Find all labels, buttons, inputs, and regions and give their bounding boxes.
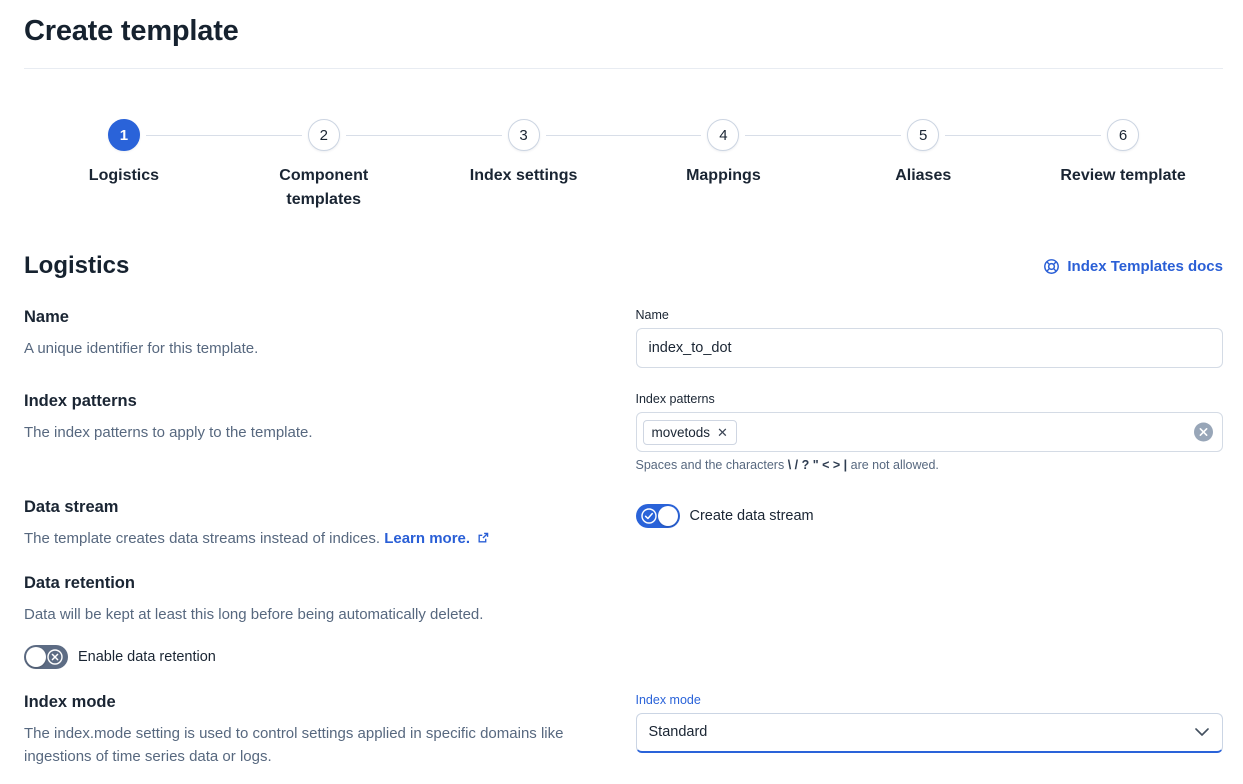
index-patterns-combobox[interactable] [636, 412, 1224, 452]
step-number-badge[interactable]: 4 [707, 119, 739, 151]
data-stream-description-column [24, 498, 612, 550]
index-patterns-row-title: Index patterns [24, 392, 137, 410]
name-row-title: Name [24, 308, 69, 326]
index-mode-description-column [24, 693, 612, 769]
section-header [24, 252, 1223, 280]
check-in-circle-icon [640, 507, 658, 528]
header-divider [24, 68, 1223, 69]
index-patterns-row-description: The index patterns to apply to the template. [24, 424, 313, 441]
name-field-column [636, 308, 1224, 368]
step-connector [424, 135, 502, 136]
data-retention-row-title: Data retention [24, 574, 135, 593]
stepper-step-logistics[interactable] [24, 119, 224, 212]
index-mode-row-title: Index mode [24, 692, 116, 711]
pattern-tag-label: movetods [651, 424, 711, 440]
name-description-column [24, 308, 612, 368]
documentation-icon [1043, 258, 1060, 275]
stepper-step-index-settings[interactable] [424, 119, 624, 212]
stepper-step-component-templates[interactable] [224, 119, 424, 212]
step-connector [224, 135, 302, 136]
data-stream-row-description: The template creates data streams instead of indices. Learn more. [24, 527, 612, 550]
step-label[interactable]: Mappings [686, 167, 761, 184]
step-connector [745, 135, 823, 136]
step-label[interactable]: Aliases [895, 167, 952, 184]
data-retention-row-description: Data will be kept at least this long before being automatically deleted. [24, 606, 484, 624]
index-templates-docs-link[interactable] [1043, 258, 1223, 275]
index-patterns-row [24, 392, 1223, 472]
step-connector [346, 135, 424, 136]
create-data-stream-control [636, 504, 1224, 528]
section-title: Logistics [24, 252, 130, 279]
step-number-badge[interactable]: 3 [508, 119, 540, 151]
step-connector [623, 135, 701, 136]
toggle-knob [26, 647, 46, 667]
step-label[interactable]: Index settings [469, 167, 578, 184]
index-mode-selected-value: Standard [648, 724, 708, 740]
page-title: Create template [24, 15, 239, 47]
name-field-label: Name [635, 308, 669, 322]
name-row [24, 308, 1223, 368]
step-label[interactable]: Review template [1060, 167, 1186, 184]
index-mode-field-label: Index mode [635, 692, 701, 707]
step-connector [945, 135, 1023, 136]
enable-data-retention-control [24, 645, 612, 669]
step-number-badge[interactable]: 5 [907, 119, 939, 151]
step-number-badge[interactable]: 2 [308, 119, 340, 151]
data-retention-row [24, 574, 1223, 668]
external-link-icon [477, 532, 489, 544]
index-mode-row-description: The index.mode setting is used to control settings applied in specific domains like ingestions of time series data or logs. [24, 724, 564, 765]
enable-data-retention-label[interactable]: Enable data retention [78, 648, 216, 665]
wizard-stepper [24, 119, 1223, 212]
cross-in-circle-icon [46, 648, 64, 669]
stepper-step-aliases[interactable] [823, 119, 1023, 212]
create-data-stream-toggle[interactable] [636, 504, 680, 528]
index-patterns-description-column [24, 392, 612, 472]
data-stream-field-column [636, 498, 1224, 550]
toggle-knob [658, 506, 678, 526]
enable-data-retention-toggle[interactable] [24, 645, 68, 669]
step-connector [1023, 135, 1101, 136]
step-connector [546, 135, 624, 136]
pattern-tag [643, 420, 737, 445]
index-patterns-field-column [636, 392, 1224, 472]
docs-link-label: Index Templates docs [1067, 257, 1223, 275]
step-connector [823, 135, 901, 136]
step-label[interactable]: Logistics [88, 167, 160, 184]
stepper-step-mappings[interactable] [623, 119, 823, 212]
remove-pattern-icon[interactable]: ✕ [717, 424, 728, 440]
index-patterns-field-label: Index patterns [635, 392, 715, 406]
stepper-step-review-template[interactable] [1023, 119, 1223, 212]
data-stream-row-title: Data stream [24, 498, 119, 516]
name-row-description: A unique identifier for this template. [24, 340, 259, 357]
data-stream-row [24, 498, 1223, 550]
step-number-badge[interactable]: 1 [108, 119, 140, 151]
clear-patterns-button[interactable] [1194, 423, 1213, 442]
step-connector [146, 135, 224, 136]
disallowed-characters: \ / ? " < > | [787, 458, 848, 472]
learn-more-link[interactable]: Learn more. [384, 530, 489, 547]
create-data-stream-label[interactable]: Create data stream [689, 508, 814, 524]
step-label[interactable]: Component templates [279, 167, 369, 208]
data-retention-description-column [24, 574, 612, 668]
step-number-badge[interactable]: 6 [1107, 119, 1139, 151]
data-retention-field-column [636, 574, 1224, 668]
index-mode-select[interactable] [636, 713, 1224, 753]
index-mode-field-column [636, 693, 1224, 769]
chevron-down-icon [1195, 724, 1209, 740]
index-patterns-help-text: Spaces and the characters \ / ? " < > | are not allowed. [635, 458, 939, 472]
index-mode-row [24, 693, 1223, 769]
name-input[interactable] [636, 328, 1224, 368]
